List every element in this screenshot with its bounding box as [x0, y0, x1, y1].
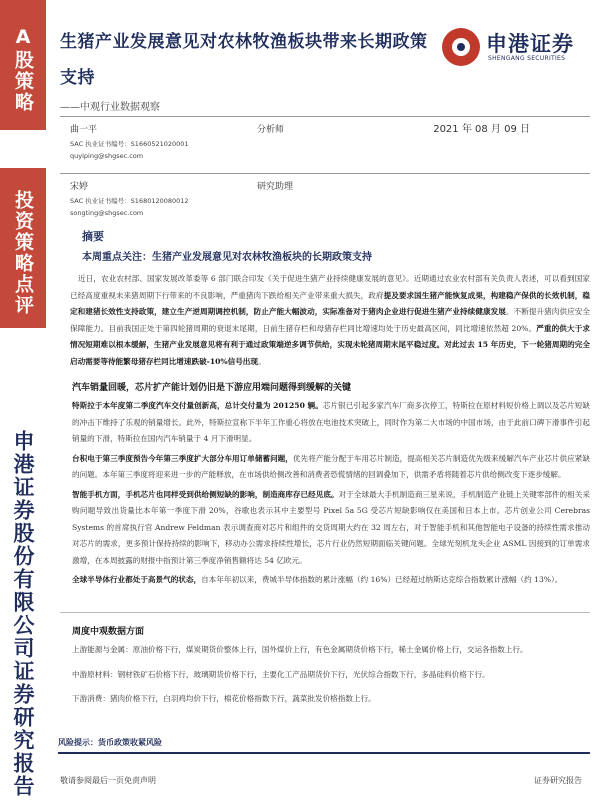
upstream-summary: 上游能源与金属：原油价格下行，煤炭期货价整体上行，国外煤价上行，有色金属期货价格下行，稀土金属价格上行，交运各指数上行。: [72, 645, 528, 654]
report-title: 生猪产业发展意见对农林牧渔板块带来长期政策支持: [60, 32, 428, 88]
downstream-summary: 下游消费：猪肉价格下行，白羽鸡均价下行，棉花价格指数下行，蔬菜批发价格指数上行。: [72, 694, 376, 703]
paragraph-semiconductor-index: 全球半导体行业都处于高景气的状态，自本年年初以来，费城半导体指数的累计涨幅（约 16%）已经超过纳斯达克综合指数累计涨幅（约 13%）。: [72, 575, 563, 584]
assistant-email[interactable]: songting@shgsec.com: [70, 209, 144, 217]
logo-mark-icon: [442, 28, 480, 66]
paragraph-tsmc: 台积电于第三季度预告今年第三季度扩大部分车用订单储蓄问题，优先将产能分配于车用芯片制造，提高相关芯片制造优先级来缓解汽车产业芯片供应紧缺的问题。本年第三季度将迎来进一步的产能释放，在市场供给侧改善和消费者恐慌情绪的回调叠加下，供需矛盾将随着芯片供给侧改变下逐步缓解。: [72, 453, 590, 479]
analyst-row: [60, 117, 590, 173]
analyst-license: SAC 执业证书编号：S1660521020001: [70, 140, 189, 148]
assistant-name: 宋婷: [70, 182, 89, 192]
sidebar-strategy-review: 投资策略点评: [0, 168, 46, 328]
logo-name: 申港证券: [486, 32, 574, 56]
report-type: 证券研究报告: [534, 776, 582, 785]
risk-warning: 风险提示：货币政策收紧风险: [58, 738, 162, 747]
paragraph-tesla: 特斯拉于本年度第二季度汽车交付量创新高，总计交付量为 201250 辆。芯片银已引起多家汽车厂商多次停工，特斯拉在原材料短价格上调以及芯片短缺的冲击下维持了乐观的销量增长。此外，特斯拉宣称下半年工作重心将放在电池技术突破上，同时作为第二大市场的中国市场，由于此前口碑下滑事件引起销量的下滑，特斯拉在国内汽车销量于 4 月下滑明显。: [72, 401, 590, 443]
weekly-focus: 本周重点关注：生猪产业发展意见对农林牧渔板块的长期政策支持: [82, 252, 372, 263]
analyst-name: 曲一平: [70, 125, 98, 135]
report-subtitle: ——中观行业数据观察: [60, 102, 160, 113]
report-body: [60, 228, 590, 592]
midstream-summary: 中游原材料：钢材铁矿石价格下行，玻璃期货价格下行，主要化工产品期货价下行，光伏综合指数下行，多晶硅料价格下行。: [72, 669, 490, 679]
abstract-heading: 摘要: [82, 230, 104, 243]
disclaimer-note: 敬请参阅最后一页免责声明: [60, 776, 156, 785]
paragraph-smartphones: 智能手机方面，手机芯片也同样受到供给侧短缺的影响，制造商库存已经见底。对于全球最大手机制造商三星来说，手机制造产业链上关键零部件的相关采购问题导致出货量比本年第一季度下滑 20%，谷歌也表示其中主要型号 Pixel 5a 5G 受芯片短缺影响仅在美国和日本上市。芯片创业公司 Cerebras Systems 的首席执行官 Andrew Feldman 表示调查商对芯片和组件的交货周期大约在 32 周左右，对于智能手机和其他智能电子设备的持续性需求推动对芯片的需求，更多预计保持持续的影响下，移动办公需求持续性增长，芯片行业仍然短期面临关键问题。全球光刻机龙头企业 ASML 因接到的订单需求激增，在本周披露的财报中指预计第三季度净销售额将达 54 亿欧元。: [72, 489, 591, 565]
analyst-email[interactable]: quyiping@shgsec.com: [70, 152, 144, 160]
assistant-license: SAC 执业证书编号：S1680120080012: [70, 197, 189, 205]
weekly-data-section: [60, 618, 590, 716]
analyst-role: 分析师: [257, 125, 285, 135]
abstract-paragraph: 近日，农业农村部、国家发展改革委等 6 部门联合印发《关于促进生猪产业持续健康发展的意见》。近期通过农业农村部有关负责人表述，可以看到国家已经高度重视未来猪周期下行带来的不良影响，严重猪肉下跌给相关产业带来重大损失，政府提及要求国生猪产能恢复成果，构建稳产保供的长效机制，稳定和建猪长效性支持政策，建立生产逆周期调控机制，防止产能大幅波动，实际准备对于猪肉企业进行促进生猪产业持续健康发展。不断提升猪肉供应安全保障能力。目前我国正处于第四轮猪周期的衰退末尾期，日前生猪存栏和母猪存栏同比增速均处于历史最高区间，同比增速依然超 20%。严重的供大于求情况短期难以根本缓解，生猪产业发展意见将有利于通过政策端逆多调节供给，实现未轮猪周期末尾平稳过度。对此过去 15 年历史，下一轮猪周期的完全启动需要等待能繁母猪存栏同比增速跌破-10%信号出现。: [70, 274, 590, 366]
sidebar: [0, 0, 46, 800]
footer-divider: [58, 752, 590, 754]
report-date: 2021 年 08 月 09 日: [433, 124, 530, 135]
sidebar-a-share-strategy: A股策略: [0, 0, 46, 130]
sidebar-company-name: 申港证券股份有限公司证券研究报告: [11, 430, 35, 798]
weekly-data-heading: 周度中观数据方面: [72, 627, 145, 637]
logo-english-name: SHENGANG SECURITIES: [488, 55, 566, 62]
company-logo: [442, 26, 582, 70]
assistant-role: 研究助理: [257, 182, 294, 192]
divider: [60, 612, 590, 613]
section-heading-auto-chips: 汽车销量回暖，芯片扩产能计划仍旧是下游应用端问题得到缓解的关键: [72, 383, 352, 393]
assistant-row: [60, 174, 590, 230]
analyst-table: [60, 116, 590, 230]
report-header: [60, 24, 590, 113]
